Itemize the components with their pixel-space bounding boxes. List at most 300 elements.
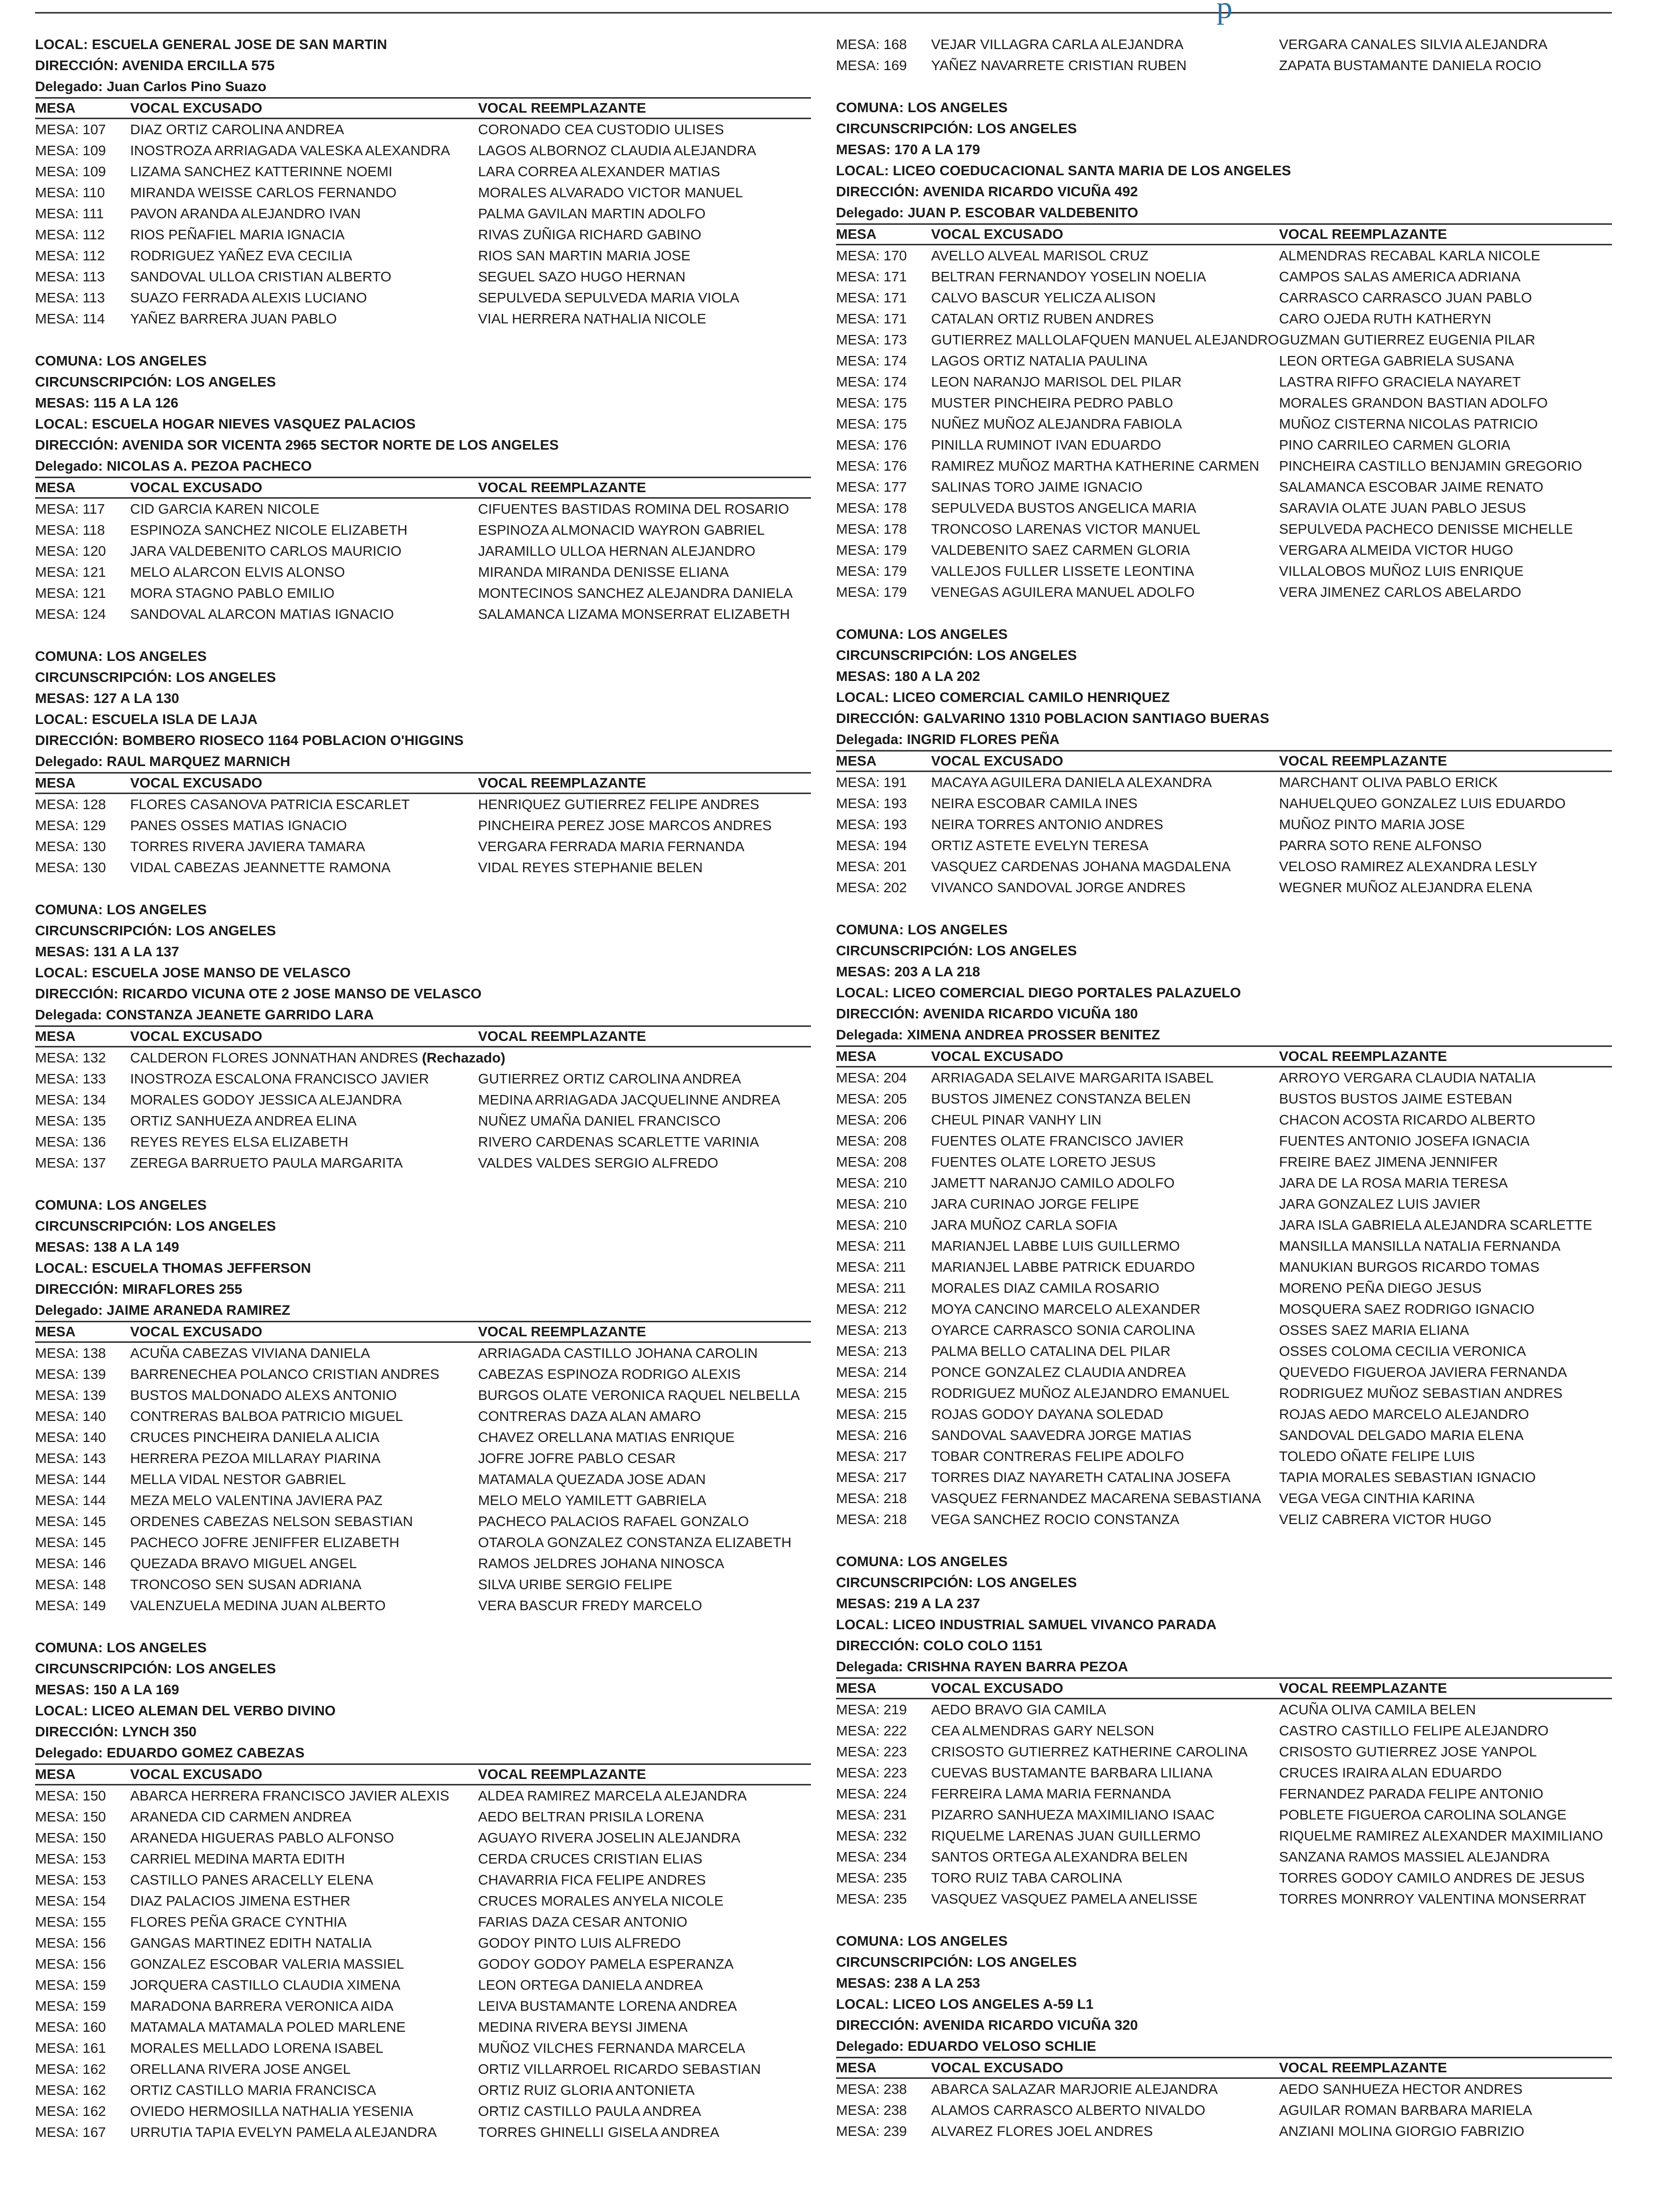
vocal-excusado-cell-text: ALAMOS CARRASCO ALBERTO NIVALDO: [931, 2102, 1205, 2118]
table-row: [836, 561, 1612, 582]
section-info-line: CIRCUNSCRIPCIÓN: LOS ANGELES: [35, 923, 276, 938]
table-row: [836, 1362, 1612, 1383]
vocal-reemplazante-cell: [1279, 498, 1612, 519]
mesa-cell: [35, 1068, 130, 1089]
vocal-reemplazante-cell: [478, 1827, 811, 1849]
vocal-reemplazante-cell: [1279, 1488, 1612, 1509]
vocal-reemplazante-cell: [1279, 329, 1612, 350]
vocal-excusado-cell: [931, 814, 1279, 835]
table-header-row: [35, 773, 811, 794]
vocal-reemplazante-cell: [1279, 1446, 1612, 1467]
section-info-line: Delegada: CONSTANZA JEANETE GARRIDO LARA: [35, 1007, 374, 1022]
mesa-cell-text: MESA: 214: [836, 1364, 907, 1380]
mesa-cell: [35, 2038, 130, 2059]
polling-place-section: [35, 646, 811, 878]
vocal-reemplazante-cell-text: VEGA VEGA CINTHIA KARINA: [1279, 1491, 1475, 1506]
mesa-cell: [836, 1804, 931, 1825]
mesa-cell-text: MESA: 161: [35, 2040, 106, 2056]
section-info-line: Delegada: XIMENA ANDREA PROSSER BENITEZ: [836, 1027, 1160, 1042]
vocal-reemplazante-cell-text: MARCHANT OLIVA PABLO ERICK: [1279, 775, 1498, 790]
masthead-fragment: p: [1216, 0, 1232, 25]
vocal-excusado-cell-text: CHEUL PINAR VANHY LIN: [931, 1112, 1102, 1128]
vocales-table: [35, 1321, 811, 1616]
vocal-excusado-cell: [931, 1889, 1279, 1910]
vocal-reemplazante-cell-text: JOFRE JOFRE PABLO CESAR: [478, 1450, 676, 1466]
mesa-cell-text: MESA: 213: [836, 1343, 907, 1359]
table-row: [836, 498, 1612, 519]
mesa-cell: [35, 245, 130, 266]
vocal-reemplazante-cell: [1279, 1194, 1612, 1215]
vocal-reemplazante-cell-text: MUÑOZ CISTERNA NICOLAS PATRICIO: [1279, 416, 1538, 432]
mesa-cell: [836, 1152, 931, 1173]
vocal-reemplazante-cell-text: PINCHEIRA CASTILLO BENJAMIN GREGORIO: [1279, 458, 1582, 474]
mesa-cell-text: MESA: 235: [836, 1870, 907, 1886]
left-column: [35, 34, 811, 2164]
table-row: [35, 583, 811, 604]
section-info-line: COMUNA: LOS ANGELES: [35, 902, 207, 917]
mesa-cell-text: MESA: 145: [35, 1514, 106, 1529]
vocal-reemplazante-cell: [478, 140, 811, 161]
vocal-excusado-cell: [130, 1806, 478, 1827]
vocal-reemplazante-cell: [478, 2038, 811, 2059]
vocal-excusado-cell-text: AEDO BRAVO GIA CAMILA: [931, 1702, 1106, 1717]
vocal-excusado-cell: [130, 245, 478, 266]
mesa-cell: [836, 1446, 931, 1467]
mesa-cell: [836, 793, 931, 814]
mesa-cell: [35, 1849, 130, 1870]
vocal-excusado-cell: [931, 393, 1279, 414]
mesa-cell-text: MESA: 143: [35, 1450, 106, 1466]
table-row: [35, 562, 811, 583]
table-row: [35, 1427, 811, 1448]
vocal-excusado-cell-text: MORALES MELLADO LORENA ISABEL: [130, 2040, 383, 2056]
vocal-excusado-cell-text: CATALAN ORTIZ RUBEN ANDRES: [931, 311, 1154, 326]
table-row: [35, 2122, 811, 2143]
polling-place-section: [836, 1551, 1612, 1910]
mesa-cell-text: MESA: 191: [836, 775, 907, 790]
table-row: [836, 540, 1612, 561]
vocal-reemplazante-cell-text: MATAMALA QUEZADA JOSE ADAN: [478, 1472, 706, 1487]
vocal-excusado-cell: [931, 1741, 1279, 1762]
vocal-excusado-cell-text: GANGAS MARTINEZ EDITH NATALIA: [130, 1935, 372, 1951]
vocal-excusado-cell-text: BARRENECHEA POLANCO CRISTIAN ANDRES: [130, 1366, 440, 1382]
mesa-cell-text: MESA: 162: [35, 2061, 106, 2077]
vocal-excusado-cell: [931, 519, 1279, 540]
mesa-cell-text: MESA: 218: [836, 1491, 907, 1506]
table-row: [35, 203, 811, 224]
vocal-excusado-cell-text: TRONCOSO SEN SUSAN ADRIANA: [130, 1577, 362, 1592]
polling-place-section: [836, 34, 1612, 76]
vocal-reemplazante-cell: [1279, 1067, 1612, 1089]
polling-place-section: [35, 350, 811, 625]
vocal-excusado-cell-text: MEZA MELO VALENTINA JAVIERA PAZ: [130, 1493, 383, 1508]
vocal-reemplazante-cell-text: ALDEA RAMIREZ MARCELA ALEJANDRA: [478, 1788, 747, 1803]
vocal-reemplazante-cell: [478, 1448, 811, 1469]
vocal-excusado-cell-text: ORTIZ ASTETE EVELYN TERESA: [931, 838, 1149, 853]
vocal-reemplazante-cell-text: FREIRE BAEZ JIMENA JENNIFER: [1279, 1154, 1498, 1170]
table-row: [836, 1509, 1612, 1530]
vocal-reemplazante-cell-text: GUTIERREZ ORTIZ CAROLINA ANDREA: [478, 1071, 741, 1086]
table-row: [35, 2080, 811, 2101]
mesa-cell-text: MESA: 232: [836, 1828, 907, 1844]
vocal-excusado-cell: [130, 1954, 478, 1975]
vocal-reemplazante-cell-text: MEDINA RIVERA BEYSI JIMENA: [478, 2019, 688, 2035]
table-row: [35, 1553, 811, 1574]
vocal-excusado-cell-text: CALDERON FLORES JONNATHAN ANDRES: [130, 1050, 418, 1065]
section-info-line: MESAS: 115 A LA 126: [35, 395, 179, 411]
mesa-cell: [35, 583, 130, 604]
vocal-excusado-cell: [130, 1996, 478, 2017]
mesa-cell-text: MESA: 235: [836, 1891, 907, 1907]
section-info-line: COMUNA: LOS ANGELES: [836, 1554, 1008, 1569]
table-row: [35, 245, 811, 266]
vocal-excusado-cell-text: VASQUEZ CARDENAS JOHANA MAGDALENA: [931, 859, 1231, 874]
mesa-cell: [35, 1954, 130, 1975]
mesa-cell-text: MESA: 206: [836, 1112, 907, 1128]
vocal-excusado-cell: [130, 2038, 478, 2059]
vocal-reemplazante-cell-text: CRUCES IRAIRA ALAN EDUARDO: [1279, 1765, 1502, 1780]
vocal-reemplazante-cell-text: MIRANDA MIRANDA DENISSE ELIANA: [478, 564, 729, 580]
table-header-row: [35, 98, 811, 119]
table-row: [836, 55, 1612, 76]
vocal-reemplazante-cell: [1279, 287, 1612, 308]
mesa-header: MESA: [35, 98, 130, 119]
vocal-reemplazante-cell-text: ANZIANI MOLINA GIORGIO FABRIZIO: [1279, 2123, 1525, 2139]
table-row: [836, 350, 1612, 372]
table-row: [35, 140, 811, 161]
vocal-reemplazante-cell-text: HENRIQUEZ GUTIERREZ FELIPE ANDRES: [478, 797, 759, 812]
vocal-reemplazante-cell: [478, 2059, 811, 2080]
vocal-excusado-cell: [130, 1047, 506, 1069]
table-row: [35, 1595, 811, 1616]
mesa-cell: [35, 1975, 130, 1996]
vocal-reemplazante-cell-text: ACUÑA OLIVA CAMILA BELEN: [1279, 1702, 1476, 1717]
vocal-reemplazante-cell-text: LAGOS ALBORNOZ CLAUDIA ALEJANDRA: [478, 143, 756, 158]
vocal-reemplazante-cell-text: BUSTOS BUSTOS JAIME ESTEBAN: [1279, 1091, 1512, 1107]
vocal-excusado-cell-text: SALINAS TORO JAIME IGNACIO: [931, 479, 1143, 495]
mesa-cell: [35, 1595, 130, 1616]
polling-place-section: [35, 1195, 811, 1616]
vocal-excusado-cell-text: VENEGAS AGUILERA MANUEL ADOLFO: [931, 584, 1195, 600]
vocal-reemplazante-cell: [478, 583, 811, 604]
vocal-reemplazante-cell-text: LARA CORREA ALEXANDER MATIAS: [478, 164, 720, 179]
vocal-excusado-cell-text: MORALES GODOY JESSICA ALEJANDRA: [130, 1092, 402, 1108]
vocal-reemplazante-cell-text: MONTECINOS SANCHEZ ALEJANDRA DANIELA: [478, 585, 793, 601]
vocal-reemplazante-cell-text: SANDOVAL DELGADO MARIA ELENA: [1279, 1427, 1524, 1443]
vocal-reemplazante-cell: [1279, 414, 1612, 435]
table-header-row: [836, 751, 1612, 772]
vocal-reemplazante-cell-text: RODRIGUEZ MUÑOZ SEBASTIAN ANDRES: [1279, 1385, 1563, 1401]
mesa-cell: [35, 1806, 130, 1827]
vocal-reemplazante-cell: [478, 1574, 811, 1595]
mesa-cell: [836, 814, 931, 835]
mesa-cell: [836, 540, 931, 561]
mesa-cell-text: MESA: 159: [35, 1998, 106, 2014]
mesa-cell-text: MESA: 150: [35, 1830, 106, 1846]
vocal-excusado-cell-text: VASQUEZ FERNANDEZ MACARENA SEBASTIANA: [931, 1491, 1262, 1506]
table-row: [836, 1152, 1612, 1173]
vocal-excusado-cell-text: SANDOVAL ALARCON MATIAS IGNACIO: [130, 606, 394, 622]
vocal-reemplazante-cell-text: JARA GONZALEZ LUIS JAVIER: [1279, 1196, 1481, 1212]
mesa-cell: [836, 1110, 931, 1131]
vocal-reemplazante-cell: [1279, 1720, 1612, 1741]
mesa-cell: [35, 604, 130, 625]
mesa-cell: [836, 835, 931, 856]
vocal-excusado-cell-text: ROJAS GODOY DAYANA SOLEDAD: [931, 1406, 1163, 1422]
mesa-cell-text: MESA: 193: [836, 796, 907, 811]
vocal-excusado-cell-text: ORTIZ SANHUEZA ANDREA ELINA: [130, 1113, 357, 1129]
mesa-cell: [836, 245, 931, 267]
polling-place-section: [35, 34, 811, 329]
table-row: [836, 856, 1612, 877]
vocal-reemplazante-cell-text: VALDES VALDES SERGIO ALFREDO: [478, 1155, 718, 1171]
vocal-excusado-cell-text: JARA VALDEBENITO CARLOS MAURICIO: [130, 543, 401, 559]
mesa-cell: [35, 1996, 130, 2017]
vocal-reemplazante-cell: [478, 1511, 811, 1532]
vocal-excusado-cell-text: ORTIZ CASTILLO MARIA FRANCISCA: [130, 2082, 376, 2098]
vocal-excusado-header: VOCAL EXCUSADO: [130, 1764, 478, 1785]
vocal-excusado-cell-text: FLORES CASANOVA PATRICIA ESCARLET: [130, 797, 410, 812]
vocal-excusado-cell: [130, 562, 478, 583]
mesa-cell-text: MESA: 208: [836, 1154, 907, 1170]
vocal-reemplazante-cell: [478, 1912, 811, 1933]
mesa-cell-text: MESA: 238: [836, 2081, 907, 2097]
vocal-excusado-cell-text: INOSTROZA ESCALONA FRANCISCO JAVIER: [130, 1071, 429, 1086]
vocal-excusado-cell: [931, 1868, 1279, 1889]
table-row: [35, 1806, 811, 1827]
mesa-cell-text: MESA: 146: [35, 1556, 106, 1571]
vocal-reemplazante-cell-text: FUENTES ANTONIO JOSEFA IGNACIA: [1279, 1133, 1530, 1149]
vocal-excusado-cell: [931, 2078, 1279, 2100]
mesa-cell-text: MESA: 149: [35, 1598, 106, 1613]
mesa-cell-text: MESA: 215: [836, 1385, 907, 1401]
section-info-line: CIRCUNSCRIPCIÓN: LOS ANGELES: [836, 647, 1077, 663]
vocal-excusado-header: VOCAL EXCUSADO: [130, 1322, 478, 1342]
mesa-cell: [35, 287, 130, 308]
section-info-line: Delegada: INGRID FLORES PEÑA: [836, 731, 1060, 747]
right-column: [836, 34, 1612, 2163]
vocal-excusado-cell: [130, 794, 478, 816]
vocales-table: [35, 1025, 811, 1174]
vocal-reemplazante-cell: [1279, 1741, 1612, 1762]
vocal-excusado-cell-text: JAMETT NARANJO CAMILO ADOLFO: [931, 1175, 1175, 1191]
vocal-excusado-cell-text: CRUCES PINCHEIRA DANIELA ALICIA: [130, 1429, 379, 1445]
vocal-excusado-cell: [130, 1827, 478, 1849]
vocal-reemplazante-cell: [478, 1385, 811, 1406]
mesa-cell-text: MESA: 139: [35, 1366, 106, 1382]
vocal-reemplazante-cell-text: ARROYO VERGARA CLAUDIA NATALIA: [1279, 1070, 1536, 1085]
mesa-cell: [35, 266, 130, 287]
mesa-cell-text: MESA: 111: [35, 206, 104, 221]
vocal-excusado-cell-text: LEON NARANJO MARISOL DEL PILAR: [931, 374, 1182, 390]
mesa-cell-text: MESA: 140: [35, 1429, 106, 1445]
vocal-reemplazante-cell-text: OSSES SAEZ MARIA ELIANA: [1279, 1322, 1469, 1338]
vocal-excusado-cell: [130, 266, 478, 287]
vocal-reemplazante-cell-text: TORRES GHINELLI GISELA ANDREA: [478, 2124, 719, 2140]
vocal-excusado-cell: [130, 2122, 478, 2143]
vocal-excusado-cell: [130, 2101, 478, 2122]
vocal-reemplazante-cell: [478, 1891, 811, 1912]
vocal-reemplazante-cell: [1279, 1804, 1612, 1825]
vocal-excusado-cell-text: NEIRA TORRES ANTONIO ANDRES: [931, 817, 1163, 832]
vocal-reemplazante-cell: [478, 119, 811, 141]
table-row: [836, 1488, 1612, 1509]
vocal-reemplazante-cell: [478, 245, 811, 266]
vocal-excusado-cell-text: MELO ALARCON ELVIS ALONSO: [130, 564, 345, 580]
vocal-reemplazante-cell-text: AEDO SANHUEZA HECTOR ANDRES: [1279, 2081, 1523, 2097]
vocal-excusado-cell-text: ABARCA HERRERA FRANCISCO JAVIER ALEXIS: [130, 1788, 450, 1803]
table-row: [35, 266, 811, 287]
vocal-excusado-cell: [130, 1891, 478, 1912]
vocal-excusado-cell-text: CUEVAS BUSTAMANTE BARBARA LILIANA: [931, 1765, 1213, 1780]
mesa-cell: [35, 2101, 130, 2122]
section-info-line: DIRECCIÓN: AVENIDA ERCILLA 575: [35, 58, 275, 73]
vocal-excusado-header: VOCAL EXCUSADO: [130, 98, 478, 119]
mesa-cell: [836, 1783, 931, 1804]
vocal-excusado-cell: [130, 1406, 478, 1427]
mesa-cell: [836, 308, 931, 329]
vocal-excusado-cell-text: VIDAL CABEZAS JEANNETTE RAMONA: [130, 860, 391, 875]
vocal-reemplazante-cell-text: PACHECO PALACIOS RAFAEL GONZALO: [478, 1514, 749, 1529]
vocal-reemplazante-cell: [1279, 814, 1612, 835]
mesa-cell: [836, 1762, 931, 1783]
vocal-reemplazante-header: VOCAL REEMPLAZANTE: [478, 773, 811, 794]
vocal-reemplazante-cell-text: CONTRERAS DAZA ALAN AMARO: [478, 1408, 701, 1424]
mesa-cell-text: MESA: 223: [836, 1744, 907, 1759]
mesa-cell: [35, 1785, 130, 1807]
vocal-reemplazante-cell: [1279, 793, 1612, 814]
vocal-reemplazante-cell-text: VERA BASCUR FREDY MARCELO: [478, 1598, 702, 1613]
mesa-header: MESA: [836, 751, 931, 772]
vocal-excusado-header: VOCAL EXCUSADO: [130, 773, 478, 794]
vocal-reemplazante-cell-text: SANZANA RAMOS MASSIEL ALEJANDRA: [1279, 1849, 1550, 1865]
table-row: [836, 1741, 1612, 1762]
section-info-line: LOCAL: ESCUELA THOMAS JEFFERSON: [35, 1260, 311, 1276]
vocal-excusado-cell-text: SANTOS ORTEGA ALEXANDRA BELEN: [931, 1849, 1188, 1865]
mesa-cell: [35, 1448, 130, 1469]
polling-place-section: [35, 899, 811, 1174]
table-row: [35, 1827, 811, 1849]
table-row: [836, 1404, 1612, 1425]
section-info-line: DIRECCIÓN: COLO COLO 1151: [836, 1638, 1043, 1653]
mesa-cell-text: MESA: 137: [35, 1155, 106, 1171]
mesa-cell: [836, 414, 931, 435]
vocal-excusado-cell-text: CONTRERAS BALBOA PATRICIO MIGUEL: [130, 1408, 403, 1424]
vocal-excusado-header: VOCAL EXCUSADO: [931, 751, 1279, 772]
vocal-excusado-cell: [931, 245, 1279, 267]
mesa-cell-text: MESA: 110: [35, 185, 105, 200]
vocal-reemplazante-cell-text: CARO OJEDA RUTH KATHERYN: [1279, 311, 1491, 326]
vocal-reemplazante-cell-text: VIAL HERRERA NATHALIA NICOLE: [478, 311, 706, 326]
section-info-line: LOCAL: LICEO ALEMAN DEL VERBO DIVINO: [35, 1703, 336, 1718]
mesa-cell: [35, 1385, 130, 1406]
vocal-excusado-cell: [931, 2121, 1279, 2142]
table-row: [35, 1785, 811, 1807]
vocal-reemplazante-header: VOCAL REEMPLAZANTE: [1279, 1046, 1612, 1067]
mesa-cell: [836, 1741, 931, 1762]
table-row: [35, 541, 811, 562]
vocal-reemplazante-cell-text: CORONADO CEA CUSTODIO ULISES: [478, 122, 724, 137]
mesa-cell-text: MESA: 118: [35, 522, 105, 538]
vocales-table: [836, 223, 1612, 603]
table-row: [35, 1996, 811, 2017]
vocal-excusado-cell: [130, 1595, 478, 1616]
vocal-reemplazante-cell: [478, 857, 811, 878]
vocal-excusado-cell-text: DIAZ PALACIOS JIMENA ESTHER: [130, 1893, 350, 1909]
vocal-excusado-cell: [130, 857, 478, 878]
vocal-excusado-cell-text: MELLA VIDAL NESTOR GABRIEL: [130, 1472, 346, 1487]
table-row: [35, 2017, 811, 2038]
mesa-cell-text: MESA: 134: [35, 1092, 106, 1108]
vocal-excusado-cell-text: RAMIREZ MUÑOZ MARTHA KATHERINE CARMEN: [931, 458, 1259, 474]
vocal-excusado-cell: [130, 182, 478, 203]
mesa-cell: [35, 2017, 130, 2038]
mesa-cell-text: MESA: 145: [35, 1535, 106, 1550]
mesa-cell: [836, 1847, 931, 1868]
vocal-excusado-cell-text: TOBAR CONTRERAS FELIPE ADOLFO: [931, 1448, 1184, 1464]
vocal-reemplazante-cell: [478, 203, 811, 224]
table-row: [35, 1912, 811, 1933]
vocal-excusado-cell: [931, 1762, 1279, 1783]
mesa-cell: [35, 224, 130, 245]
vocal-excusado-cell: [130, 308, 478, 329]
vocal-excusado-cell-text: PACHECO JOFRE JENIFFER ELIZABETH: [130, 1535, 399, 1550]
vocal-reemplazante-cell: [1279, 1783, 1612, 1804]
section-info-line: MESAS: 127 A LA 130: [35, 690, 179, 706]
vocal-excusado-cell: [931, 1257, 1279, 1278]
mesa-cell-text: MESA: 117: [35, 501, 105, 517]
mesa-cell-text: MESA: 107: [35, 122, 106, 137]
vocal-excusado-cell-text: NEIRA ESCOBAR CAMILA INES: [931, 796, 1138, 811]
vocal-excusado-cell: [931, 1215, 1279, 1236]
vocal-reemplazante-cell: [478, 224, 811, 245]
vocal-excusado-cell-text: GUTIERREZ MALLOLAFQUEN MANUEL ALEJANDRO: [931, 332, 1279, 347]
mesa-cell-text: MESA: 193: [836, 817, 907, 832]
vocal-reemplazante-cell: [478, 1469, 811, 1490]
mesa-cell-text: MESA: 194: [836, 838, 907, 853]
vocal-reemplazante-cell-text: RIQUELME RAMIREZ ALEXANDER MAXIMILIANO: [1279, 1828, 1603, 1844]
table-row: [35, 182, 811, 203]
vocal-excusado-cell: [931, 1783, 1279, 1804]
vocal-reemplazante-cell: [1279, 1131, 1612, 1152]
table-row: [836, 1278, 1612, 1299]
vocal-reemplazante-cell-text: VELIZ CABRERA VICTOR HUGO: [1279, 1512, 1492, 1527]
vocal-excusado-cell-text: PANES OSSES MATIAS IGNACIO: [130, 818, 347, 833]
section-info-line: Delegado: RAUL MARQUEZ MARNICH: [35, 754, 290, 769]
vocal-excusado-cell: [130, 1111, 478, 1132]
table-row: [836, 372, 1612, 393]
mesa-cell: [836, 1278, 931, 1299]
vocal-excusado-cell: [931, 1341, 1279, 1362]
vocal-excusado-cell: [931, 1383, 1279, 1404]
mesa-cell-text: MESA: 160: [35, 2019, 106, 2035]
table-row: [836, 1825, 1612, 1847]
vocal-excusado-cell: [130, 520, 478, 541]
mesa-cell-text: MESA: 167: [35, 2124, 106, 2140]
mesa-cell: [35, 541, 130, 562]
vocal-reemplazante-cell: [1279, 582, 1612, 603]
mesa-cell: [836, 372, 931, 393]
vocal-excusado-cell-text: ARANEDA CID CARMEN ANDREA: [130, 1809, 351, 1824]
vocal-excusado-cell: [931, 1320, 1279, 1341]
vocal-reemplazante-cell-text: CRISOSTO GUTIERREZ JOSE YANPOL: [1279, 1744, 1537, 1759]
vocal-excusado-cell: [931, 1847, 1279, 1868]
vocal-reemplazante-cell-text: MANSILLA MANSILLA NATALIA FERNANDA: [1279, 1238, 1561, 1254]
table-header-row: [836, 1678, 1612, 1699]
vocal-reemplazante-cell: [1279, 1257, 1612, 1278]
section-info-line: DIRECCIÓN: AVENIDA RICARDO VICUÑA 492: [836, 184, 1138, 199]
section-info-line: LOCAL: ESCUELA ISLA DE LAJA: [35, 711, 258, 727]
